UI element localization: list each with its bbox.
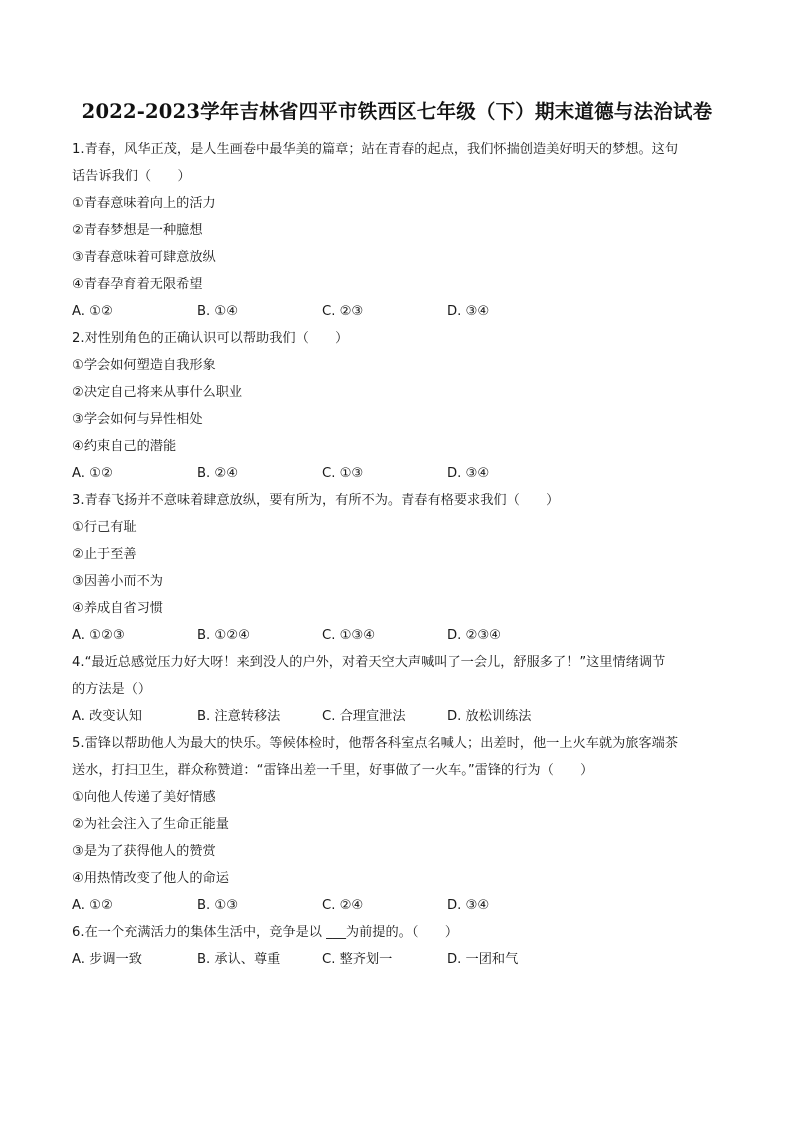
question-1 <box>72 136 734 325</box>
statement: ②止于至善 <box>72 547 137 562</box>
statement: ②青春梦想是一种臆想 <box>72 223 203 238</box>
statement: ④用热情改变了他人的命运 <box>72 871 229 886</box>
option-a[interactable]: A. ①② <box>72 466 113 481</box>
option-d[interactable]: D. ③④ <box>447 304 490 319</box>
question-stem: 话告诉我们（ ） <box>72 169 191 184</box>
option-c[interactable]: C. 整齐划一 <box>322 952 393 967</box>
answer-options <box>72 622 734 649</box>
question-stem: 3.青春飞扬并不意味着肆意放纵，要有所为，有所不为。青春有格要求我们（ ） <box>72 493 560 508</box>
answer-options <box>72 946 734 973</box>
option-d[interactable]: D. ③④ <box>447 898 490 913</box>
option-a[interactable]: A. 步调一致 <box>72 952 142 967</box>
option-a[interactable]: A. ①②③ <box>72 628 125 643</box>
statement: ③学会如何与异性相处 <box>72 412 203 427</box>
option-c[interactable]: C. ①③ <box>322 466 364 481</box>
question-5 <box>72 730 734 919</box>
answer-options <box>72 298 734 325</box>
option-c[interactable]: C. ①③④ <box>322 628 376 643</box>
option-d[interactable]: D. 一团和气 <box>447 952 519 967</box>
answer-options <box>72 460 734 487</box>
question-2 <box>72 325 734 487</box>
question-stem: 5.雷锋以帮助他人为最大的快乐。等候体检时，他帮各科室点名喊人；出差时，他一上火车就为旅客端茶 <box>72 736 679 751</box>
question-stem: 的方法是（） <box>72 682 152 697</box>
option-b[interactable]: B. 承认、尊重 <box>197 952 281 967</box>
option-c[interactable]: C. 合理宣泄法 <box>322 709 406 724</box>
statement: ④约束自己的潜能 <box>72 439 177 454</box>
page-title: 2022-2023学年吉林省四平市铁西区七年级（下）期末道德与法治试卷 <box>81 100 713 123</box>
statement: ③是为了获得他人的赞赏 <box>72 844 216 859</box>
question-6 <box>72 919 734 973</box>
statement: ③青春意味着可肆意放纵 <box>72 250 216 265</box>
option-a[interactable]: A. ①② <box>72 304 113 319</box>
option-b[interactable]: B. ②④ <box>197 466 239 481</box>
option-c[interactable]: C. ②④ <box>322 898 364 913</box>
question-stem: 送水，打扫卫生，群众称赞道：“雷锋出差一千里，好事做了一火车。”雷锋的行为（ ） <box>72 763 594 778</box>
statement: ③因善小而不为 <box>72 574 163 589</box>
question-3 <box>72 487 734 649</box>
answer-options <box>72 703 734 730</box>
statement: ②为社会注入了生命正能量 <box>72 817 229 832</box>
statement: ①向他人传递了美好情感 <box>72 790 216 805</box>
answer-options <box>72 892 734 919</box>
statement: ①学会如何塑造自我形象 <box>72 358 216 373</box>
statement: ②决定自己将来从事什么职业 <box>72 385 243 400</box>
option-b[interactable]: B. ①②④ <box>197 628 250 643</box>
option-b[interactable]: B. ①③ <box>197 898 239 913</box>
question-stem: 2.对性别角色的正确认识可以帮助我们（ ） <box>72 331 349 346</box>
option-d[interactable]: D. ③④ <box>447 466 490 481</box>
option-d[interactable]: D. ②③④ <box>447 628 502 643</box>
question-stem: 6.在一个充满活力的集体生活中，竞争是以 ___为前提的。（ ） <box>72 925 459 940</box>
option-b[interactable]: B. 注意转移法 <box>197 709 281 724</box>
option-b[interactable]: B. ①④ <box>197 304 239 319</box>
question-list <box>72 136 734 973</box>
statement: ①青春意味着向上的活力 <box>72 196 216 211</box>
statement: ①行己有耻 <box>72 520 137 535</box>
question-4 <box>72 649 734 730</box>
statement: ④养成自省习惯 <box>72 601 163 616</box>
option-a[interactable]: A. ①② <box>72 898 113 913</box>
option-d[interactable]: D. 放松训练法 <box>447 709 532 724</box>
question-stem: 4.“最近总感觉压力好大呀！来到没人的户外，对着天空大声喊叫了一会儿，舒服多了！”这里情绪调节 <box>72 655 666 670</box>
option-c[interactable]: C. ②③ <box>322 304 364 319</box>
question-stem: 1.青春，风华正茂，是人生画卷中最华美的篇章；站在青春的起点，我们怀揣创造美好明天的梦想。这句 <box>72 142 679 157</box>
option-a[interactable]: A. 改变认知 <box>72 709 142 724</box>
statement: ④青春孕育着无限希望 <box>72 277 203 292</box>
